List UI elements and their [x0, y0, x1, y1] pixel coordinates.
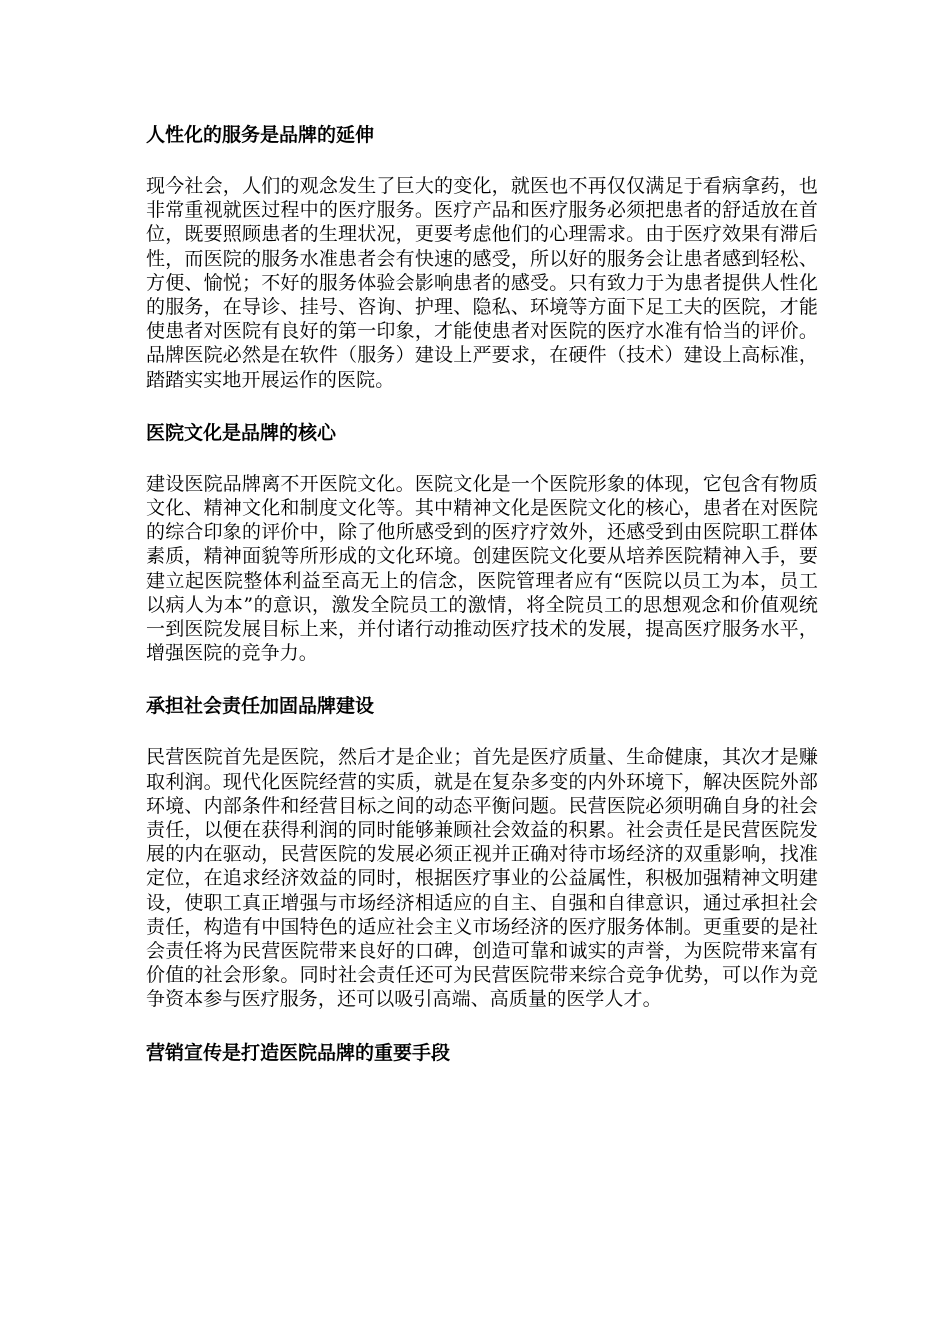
section-hospital-culture	[146, 420, 818, 666]
section-heading: 人性化的服务是品牌的延伸	[146, 124, 375, 146]
section-heading: 医院文化是品牌的核心	[146, 421, 337, 444]
section-paragraph: 现今社会，人们的观念发生了巨大的变化，就医也不再仅仅满足于看病拿药，也非常重视就医过程中的医疗服务。医疗产品和医疗服务必须把患者的舒适放在首位，既要照顾患者的生理状况，更要考虑他们的心理需求。由于医疗效果有滞后性，而医院的服务水准患者会有快速的感受，所以好的服务会让患者感到轻松、方便、愉悦；不好的服务体验会影响患者的感受。只有致力于为患者提供人性化的服务，在导诊、挂号、咨询、护理、隐私、环境等方面下足工夫的医院，才能使患者对医院有良好的第一印象，才能使患者对医院的医疗水准有恰当的评价。品牌医院必然是在软件（服务）建设上严要求，在硬件（技术）建设上高标准，踏踏实实地开展运作的医院。	[146, 175, 818, 391]
section-paragraph: 民营医院首先是医院，然后才是企业；首先是医疗质量、生命健康，其次才是赚取利润。现代化医院经营的实质，就是在复杂多变的内外环境下，解决医院外部环境、内部条件和经营目标之间的动态平衡问题。民营医院必须明确自身的社会责任，以便在获得利润的同时能够兼顾社会效益的积累。社会责任是民营医院发展的内在驱动，民营医院的发展必须正视并正确对待市场经济的双重影响，找准定位，在追求经济效益的同时，根据医疗事业的公益属性，积极加强精神文明建设，使职工真正增强与市场经济相适应的自主、自强和自律意识，通过承担社会责任，构造有中国特色的适应社会主义市场经济的医疗服务体制。更重要的是社会责任将为民营医院带来良好的口碑，创造可靠和诚实的声誉，为医院带来富有价值的社会形象。同时社会责任还可为民营医院带来综合竞争优势，可以作为竞争资本参与医疗服务，还可以吸引高端、高质量的医学人才。	[146, 746, 818, 1011]
section-paragraph: 建设医院品牌离不开医院文化。医院文化是一个医院形象的体现，它包含有物质文化、精神文化和制度文化等。其中精神文化是医院文化的核心，患者在对医院的综合印象的评价中，除了他所感受到的医疗疗效外，还感受到由医院职工群体素质，精神面貌等所形成的文化环境。创建医院文化要从培养医院精神入手，要建立起医院整体利益至高无上的信念，医院管理者应有“医院以员工为本，员工以病人为本”的意识，激发全院员工的激情，将全院员工的思想观念和价值观统一到医院发展目标上来，并付诸行动推动医疗技术的发展，提高医疗服务水平，增强医院的竞争力。	[146, 472, 818, 665]
section-marketing	[146, 1040, 818, 1066]
section-heading: 承担社会责任加固品牌建设	[146, 695, 375, 718]
section-humanized-service	[146, 122, 818, 392]
section-heading: 营销宣传是打造医院品牌的重要手段	[146, 1041, 451, 1064]
document-content	[146, 122, 818, 1092]
section-social-responsibility	[146, 693, 818, 1011]
